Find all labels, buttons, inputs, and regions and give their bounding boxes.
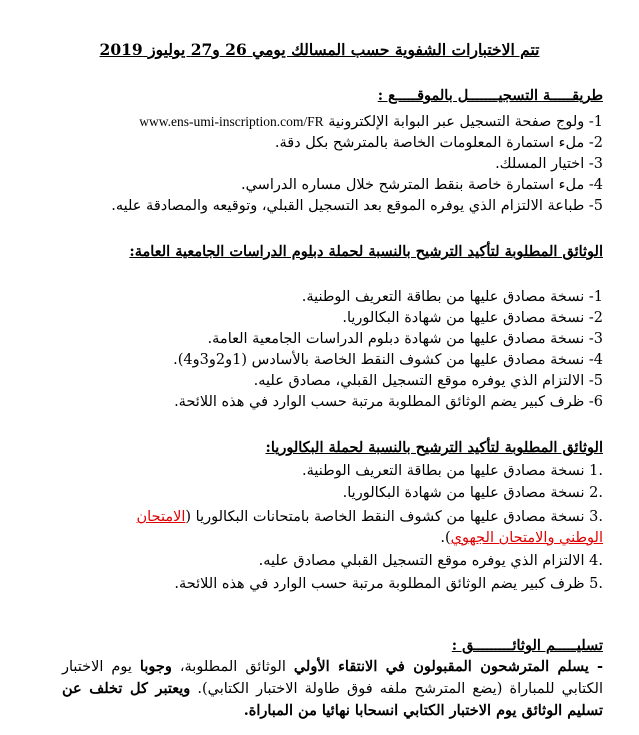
delivery-paragraph: [62, 656, 603, 722]
deug-docs-heading: الوثائق المطلوبة لتأكيد الترشيح بالنسبة لحملة دبلوم الدراسات الجامعية العامة:: [129, 243, 603, 260]
delivery-text-bold-1: يسلم المترشحون المقبولون في الانتقاء الأولي: [293, 658, 589, 675]
item-number: 1-: [588, 114, 603, 130]
bac-item-2: [24, 483, 603, 503]
item-number: .1: [589, 463, 603, 479]
registration-url: www.ens-umi-inscription.com/FR: [139, 114, 324, 129]
item-text: ولوج صفحة التسجيل عبر البوابة الإلكترونية: [328, 114, 585, 130]
item-number: .5: [589, 576, 603, 592]
bac-docs-heading: الوثائق المطلوبة لتأكيد الترشيح بالنسبة لحملة البكالوريا:: [265, 439, 603, 456]
item-text: نسخة مصادق عليها من بطاقة التعريف الوطنية.: [301, 289, 585, 305]
item-number: 5-: [588, 198, 603, 214]
national-exam-label: الامتحان: [136, 509, 186, 525]
registration-item-4: [24, 175, 603, 195]
registration-item-2: [24, 133, 603, 153]
item-text: ملء استمارة المعلومات الخاصة بالمترشح بكل دقة.: [274, 135, 585, 151]
delivery-bullet: -: [596, 658, 603, 675]
item-number: .3: [589, 509, 603, 525]
delivery-text-bold-3: وجوبا: [139, 658, 172, 675]
item-text: ظرف كبير يضم الوثائق المطلوبة مرتبة حسب الوارد في هذه اللائحة.: [174, 576, 585, 592]
deug-item-3: [24, 329, 603, 349]
item-text: ملء استمارة خاصة بنقط المترشح خلال مساره الدراسي.: [240, 177, 585, 193]
item-number: .4: [589, 553, 603, 569]
bac-item-3: [24, 507, 603, 527]
delivery-text-bold-5: ويعتبر كل تخلف عن تسليم الوثائق يوم الاختبار الكتابي انسحابا نهائيا من المباراة.: [62, 680, 603, 719]
item-text: نسخة مصادق عليها من كشوف النقط الخاصة بامتحانات البكالوريا (: [185, 509, 585, 525]
item-text: الالتزام الذي يوفره موقع التسجيل القبلي مصادق عليه.: [258, 553, 585, 569]
item-number: 6-: [588, 394, 603, 410]
item-number: 5-: [588, 373, 603, 389]
registration-item-5: [24, 196, 603, 216]
item-number: 2-: [588, 310, 603, 326]
bac-item-5: [24, 574, 603, 594]
registration-item-3: [24, 154, 603, 174]
item-text-tail: ).: [440, 530, 451, 546]
item-text: نسخة مصادق عليها من كشوف النقط الخاصة بالأسادس (1و2و3و4).: [173, 352, 585, 368]
item-number: 3-: [588, 331, 603, 347]
deug-item-6: [24, 392, 603, 412]
item-text: اختيار المسلك.: [495, 156, 585, 172]
item-number: 4-: [588, 352, 603, 368]
deug-item-4: [24, 350, 603, 370]
registration-heading: طريقـــــة التسجيـــــــل بالموقـــــع :: [377, 87, 603, 104]
item-text: نسخة مصادق عليها من شهادة البكالوريا.: [342, 485, 585, 501]
deug-item-1: [24, 287, 603, 307]
delivery-heading: تسليـــــم الوثائـــــــــق :: [451, 637, 603, 654]
item-number: .2: [589, 485, 603, 501]
delivery-text-2: الوثائق المطلوبة،: [171, 659, 294, 675]
item-number: 4-: [588, 177, 603, 193]
regional-exam-label: الوطني والامتحان الجهوي: [450, 530, 603, 546]
item-number: 1-: [588, 289, 603, 305]
page-title: تتم الاختبارات الشفوية حسب المسالك يومي 26 و27 يوليوز 2019: [99, 40, 540, 59]
item-text: طباعة الالتزام الذي يوفره الموقع بعد التسجيل القبلي، وتوقيعه والمصادقة عليه.: [111, 198, 585, 214]
item-text: نسخة مصادق عليها من شهادة البكالوريا.: [342, 310, 585, 326]
bac-item-1: [24, 461, 603, 481]
bac-item-4: [24, 551, 603, 571]
delivery-text-4: يوم الاختبار الكتابي للمباراة (يضع المترشح ملفه فوق طاولة الاختبار الكتابي).: [62, 659, 603, 697]
deug-item-5: [24, 371, 603, 391]
item-text: ظرف كبير يضم الوثائق المطلوبة مرتبة حسب الوارد في هذه اللائحة.: [174, 394, 585, 410]
item-number: 2-: [588, 135, 603, 151]
deug-item-2: [24, 308, 603, 328]
bac-item-3-continued: [24, 528, 603, 548]
item-text: نسخة مصادق عليها من شهادة دبلوم الدراسات الجامعية العامة.: [207, 331, 585, 347]
item-text: نسخة مصادق عليها من بطاقة التعريف الوطنية.: [302, 463, 585, 479]
item-number: 3-: [588, 156, 603, 172]
item-text: الالتزام الذي يوفره موقع التسجيل القبلي، مصادق عليه.: [253, 373, 585, 389]
registration-item-1: [24, 112, 603, 132]
